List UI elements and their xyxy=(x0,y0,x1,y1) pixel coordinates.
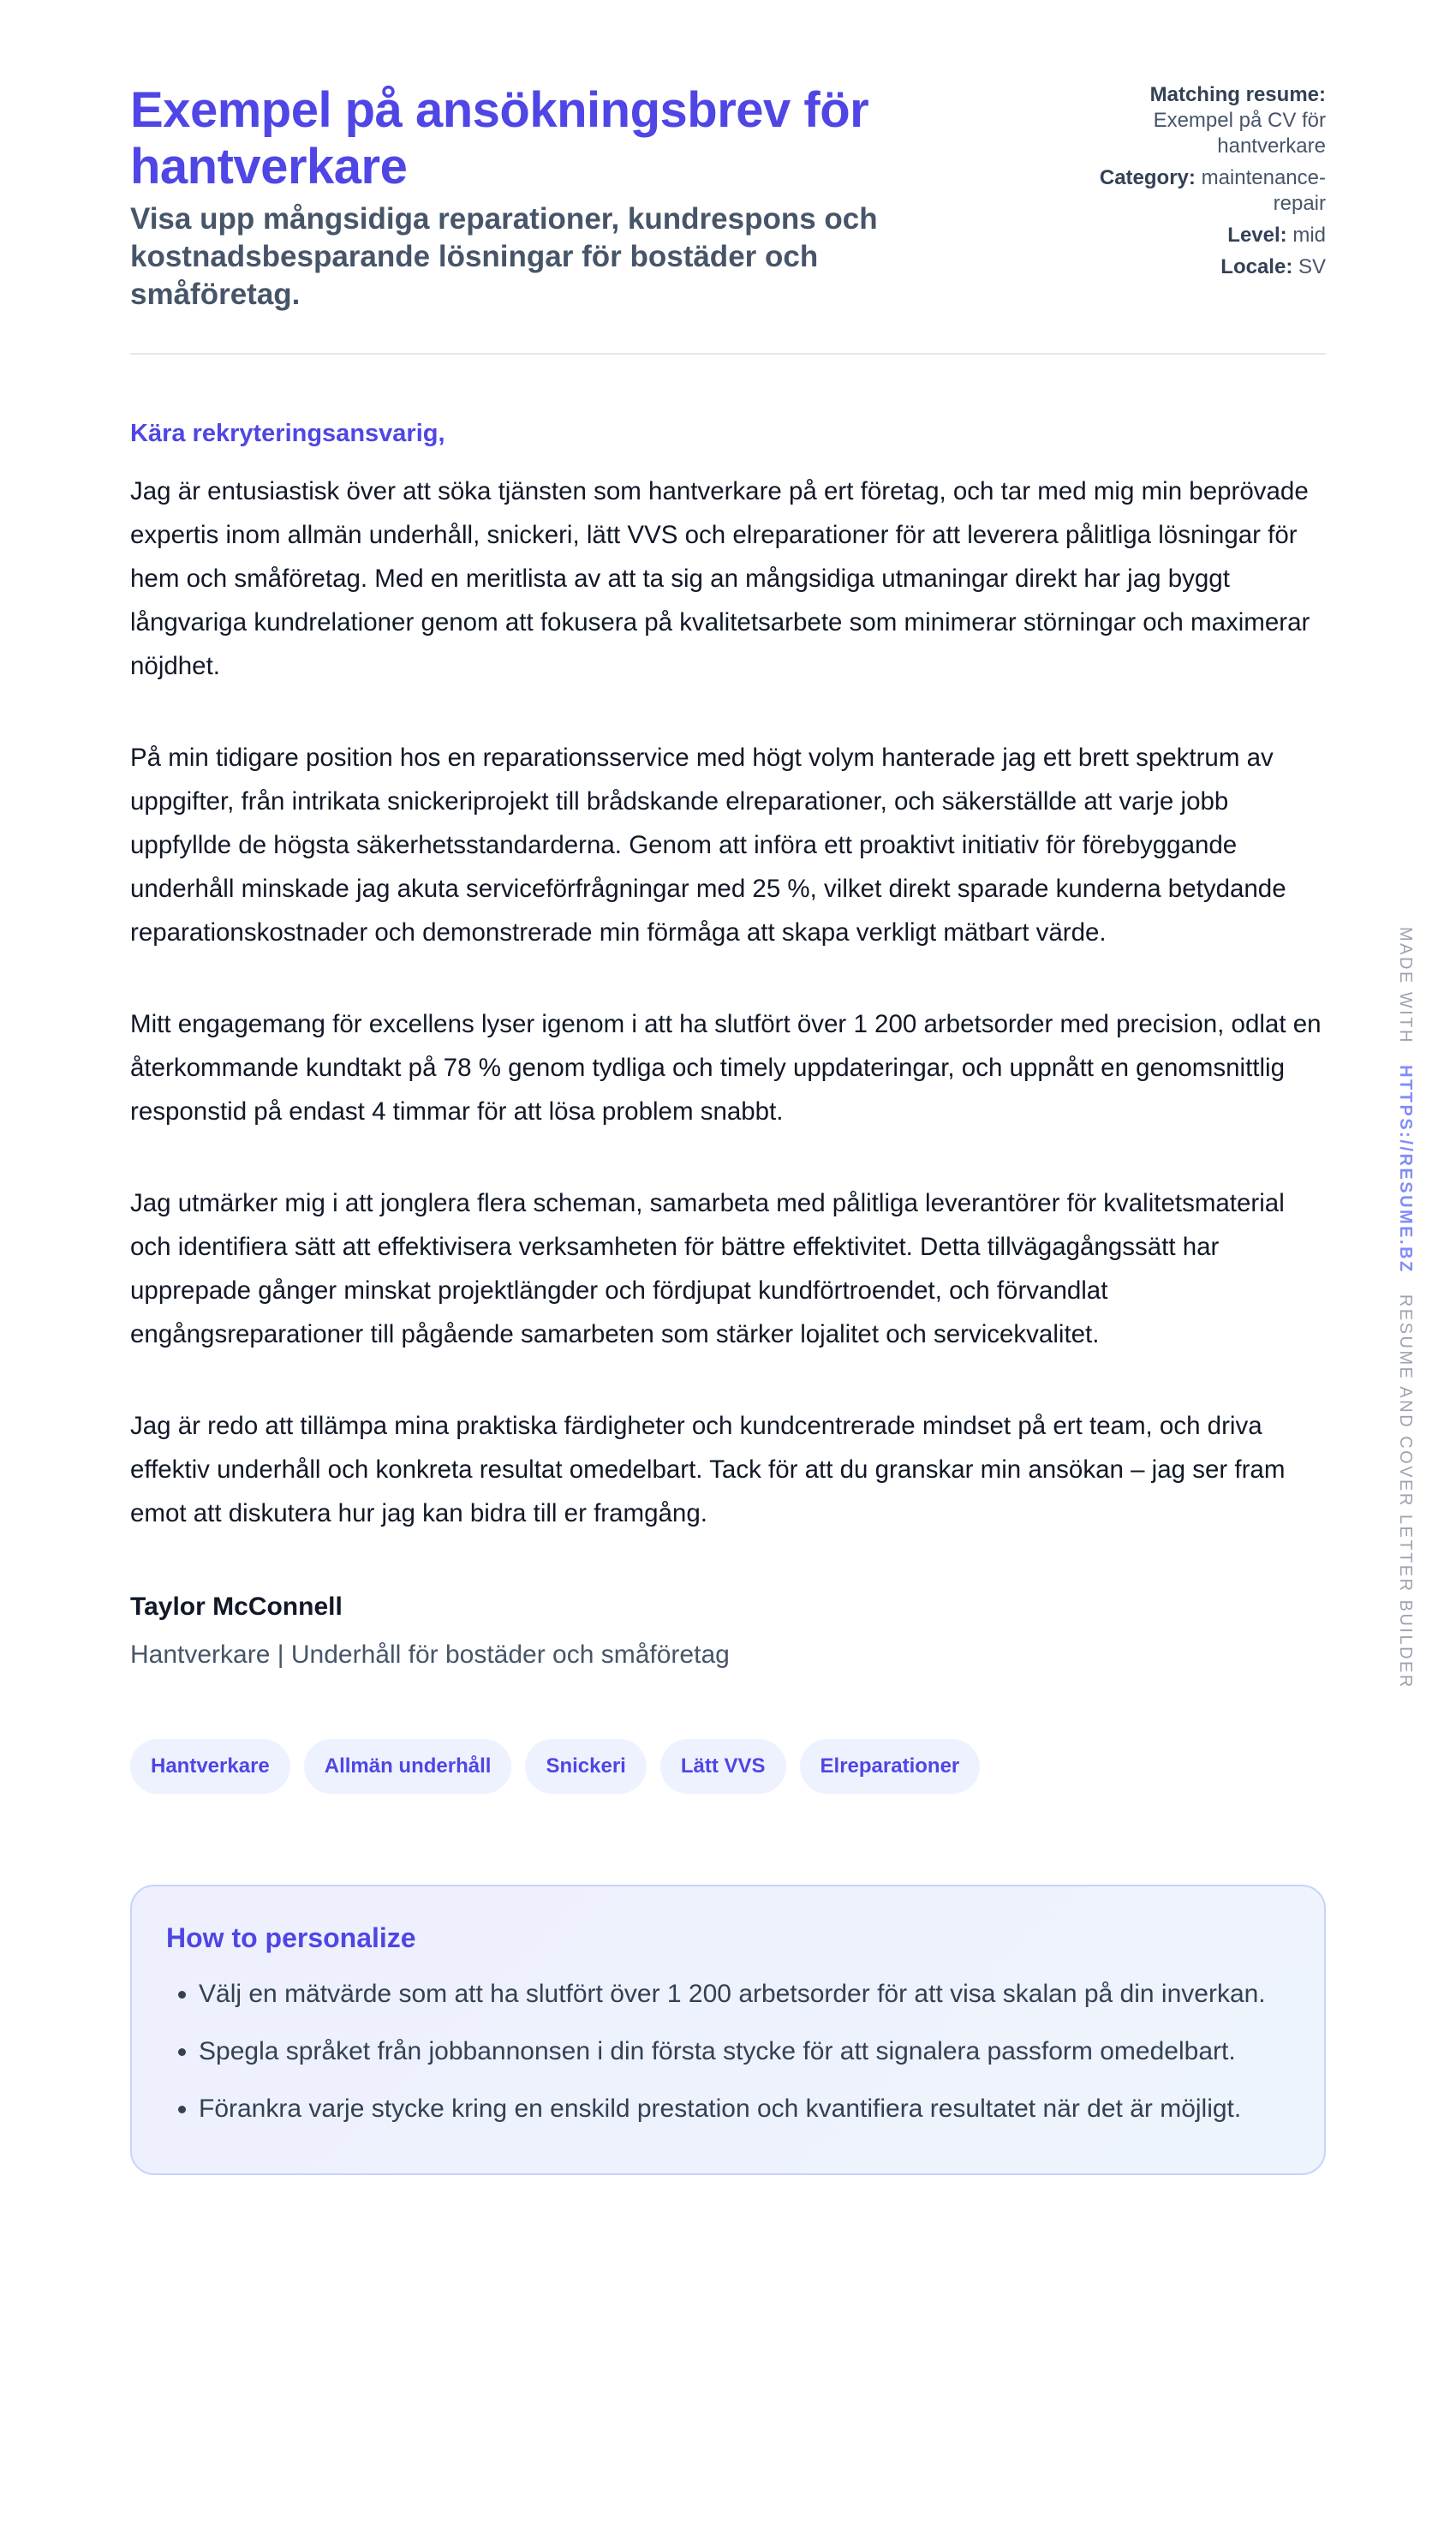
skill-tag[interactable]: Snickeri xyxy=(525,1739,646,1794)
letter-greeting: Kära rekryteringsansvarig, xyxy=(130,420,445,447)
letter-paragraph: Jag är entusiastisk över att söka tjänsten som hantverkare på ert företag, och tar med mig min beprövade expertis inom allmän underhåll, snickeri, lätt VVS och elreparationer för att leverera pålitliga lösningar för hem och småföretag. Med en meritlista av att ta sig an mångsidiga utmaningar direkt har jag byggt långvariga kundrelationer genom att fokusera på kvalitetsarbete som minimerar störningar och maximerar nöjdhet. xyxy=(130,477,1310,680)
meta-matching-resume-value[interactable]: Exempel på CV för hantverkare xyxy=(1153,109,1326,158)
meta-category-label: Category: xyxy=(1099,166,1196,189)
meta-locale xyxy=(1052,254,1326,280)
meta-matching-resume-label: Matching resume: xyxy=(1149,83,1326,106)
meta-locale-value: SV xyxy=(1298,255,1326,278)
cover-letter-page xyxy=(130,82,1326,2175)
tip-item: • Spegla språket från jobbannonsen i din första stycke för att signalera passform omedelbart. xyxy=(199,2029,1290,2073)
tip-item: • Förankra varje stycke kring en enskild prestation och kvantifiera resultatet när det är möjligt. xyxy=(199,2087,1290,2131)
watermark-suffix: RESUME AND COVER LETTER BUILDER xyxy=(1396,1294,1415,1689)
watermark-link[interactable]: HTTPS://RESUME.BZ xyxy=(1396,1065,1415,1274)
watermark-prefix: MADE WITH xyxy=(1396,927,1415,1044)
page-title: Exempel på ansökningsbrev för hantverkare xyxy=(130,82,869,194)
letter-paragraph: Mitt engagemang för excellens lyser igenom i att ha slutfört över 1 200 arbetsorder med precision, odlat en återkommande kundtakt på 78 % genom tydliga och timely uppdateringar, och uppnått en genomsnittlig responstid på endast 4 timmar för att lösa problem snabbt. xyxy=(130,1010,1322,1126)
meta-locale-label: Locale: xyxy=(1220,255,1293,278)
meta-level-label: Level: xyxy=(1227,224,1287,247)
letter-paragraph: Jag är redo att tillämpa mina praktiska färdigheter och kundcentrerade mindset på ert team, och driva effektiv underhåll och konkreta resultat omedelbart. Tack för att du granskar min ansökan – jag ser fram emot att diskutera hur jag kan bidra till er framgång. xyxy=(130,1412,1286,1527)
personalize-card xyxy=(130,1885,1326,2175)
letter-paragraph: På min tidigare position hos en reparationsservice med högt volym hanterade jag ett brett spektrum av uppgifter, från intrikata snickeriprojekt till brådskande elreparationer, och säkerställde att varje jobb uppfyllde de högsta säkerhetsstandarderna. Genom att införa ett proaktivt initiativ för förebyggande underhåll minskade jag akuta serviceförfrågningar med 25 %, vilket direkt sparade kunderna betydande reparationskostnader och demonstrerade min förmåga att skapa verkligt mätbart värde. xyxy=(130,744,1286,947)
meta-level xyxy=(1052,223,1326,248)
tip-item: • Välj en mätvärde som att ha slutfört över 1 200 arbetsorder för att visa skalan på din inverkan. xyxy=(199,1972,1290,2016)
title-block xyxy=(130,82,901,314)
header-divider xyxy=(130,353,1326,355)
signature-title: Hantverkare | Underhåll för bostäder och småföretag xyxy=(130,1641,730,1669)
letter-header xyxy=(130,82,1326,314)
signature-name: Taylor McConnell xyxy=(130,1593,343,1621)
side-watermark-text xyxy=(1395,927,1415,1689)
skill-tag[interactable]: Elreparationer xyxy=(800,1739,981,1794)
letter-body xyxy=(130,469,1326,1535)
skill-tags xyxy=(130,1739,1326,1794)
meta-panel xyxy=(1052,82,1326,286)
meta-category-value: maintenance-repair xyxy=(1201,166,1326,215)
personalize-tips xyxy=(166,1972,1290,2131)
meta-level-value: mid xyxy=(1292,224,1326,247)
meta-matching-resume xyxy=(1052,82,1326,159)
side-watermark xyxy=(1396,927,1432,1689)
personalize-title: How to personalize xyxy=(166,1922,416,1953)
meta-category xyxy=(1052,165,1326,217)
skill-tag[interactable]: Hantverkare xyxy=(130,1739,290,1794)
page-subtitle: Visa upp mångsidiga reparationer, kundrespons och kostnadsbesparande lösningar för bostäder och småföretag. xyxy=(130,202,878,311)
skill-tag[interactable]: Allmän underhåll xyxy=(304,1739,512,1794)
skill-tag[interactable]: Lätt VVS xyxy=(660,1739,786,1794)
letter-paragraph: Jag utmärker mig i att jonglera flera scheman, samarbeta med pålitliga leverantörer för kvalitetsmaterial och identifiera sätt att effektivisera verksamheten för bättre effektivitet. Detta tillvägagångssätt har upprepade gånger minskat projektlängder och fördjupat kundförtroendet, och förvandlat engångsreparationer till pågående samarbeten som stärker lojalitet och servicekvalitet. xyxy=(130,1189,1285,1348)
